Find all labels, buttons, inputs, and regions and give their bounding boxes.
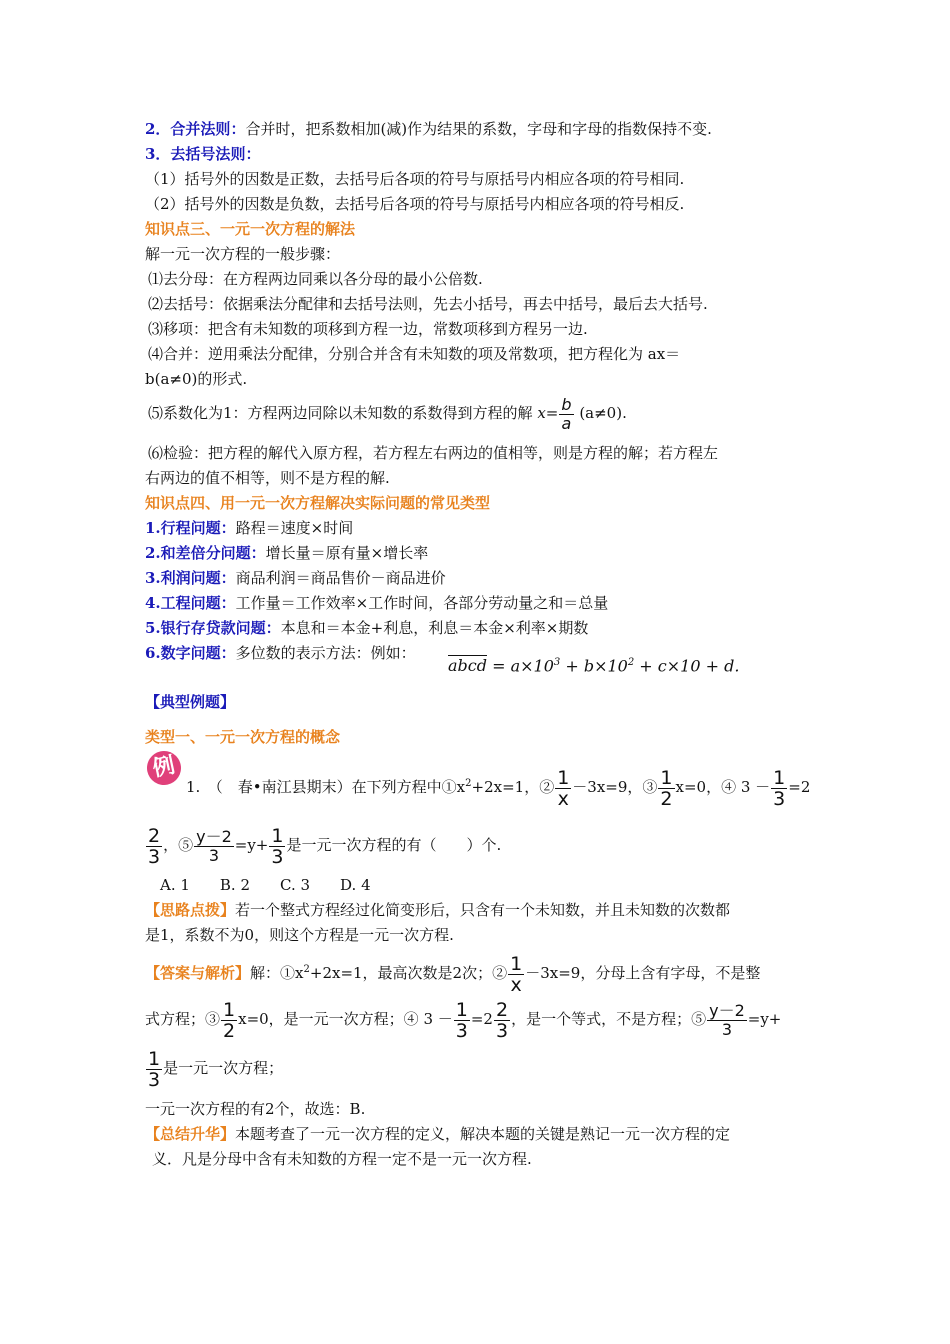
kp4-item-text: 工作量＝工作效率×工作时间，各部分劳动量之和＝总量	[235, 594, 609, 612]
a-text: +2x=1，最高次数是2次；②	[309, 964, 508, 982]
kp3-step-5-text: ⑸系数化为1：方程两边同除以未知数的系数得到方程的解	[148, 404, 533, 422]
answer-line-4: 一元一次方程的有2个，故选：B.	[145, 1100, 366, 1118]
q-fraction	[555, 768, 571, 809]
answer-line-1	[145, 950, 760, 995]
kp3-intro: 解一元一次方程的一般步骤：	[145, 245, 341, 263]
fraction-denominator: a	[561, 413, 572, 433]
q-fraction	[771, 768, 787, 809]
a-fraction	[221, 1000, 237, 1041]
fraction-numerator: 2	[148, 824, 161, 847]
a-text: ，是一个等式，不是方程；⑤	[511, 1010, 707, 1028]
kp4-item-text: 路程＝速度×时间	[235, 519, 354, 537]
q-text: 1. （ 春•南江县期末）在下列方程中①	[186, 778, 457, 796]
kp4-item-4	[145, 592, 608, 614]
q-fraction	[146, 826, 162, 867]
summary-line-2: 义．凡是分母中含有未知数的方程一定不是一元一次方程.	[152, 1150, 532, 1168]
fraction-denominator: 3	[721, 1019, 733, 1039]
fraction-denominator: 3	[208, 845, 220, 865]
kp3-step-4b: b(a≠0)的形式.	[145, 370, 248, 388]
fraction-numerator: 1	[773, 766, 786, 789]
fraction-denominator: 3	[271, 845, 284, 868]
a-text: －3x=9，分母上含有字母，不是整	[525, 964, 761, 982]
a-text: =y+	[747, 1010, 782, 1028]
summary-text: 本题考查了一元一次方程的定义，解决本题的关键是熟记一元一次方程的定	[235, 1125, 731, 1143]
fraction-numerator: 1	[557, 766, 570, 789]
kp4-title: 知识点四、用一元一次方程解决实际问题的常见类型	[145, 494, 491, 512]
q-fraction	[269, 826, 285, 867]
kp4-item-label: 1.行程问题：	[145, 519, 236, 537]
fraction-numerator: y－2	[709, 1000, 745, 1020]
q-text: ，⑤	[163, 836, 194, 854]
q-text: －3x=9，③	[572, 778, 658, 796]
hint-line-2: 是1，系数不为0，则这个方程是一元一次方程.	[145, 926, 454, 944]
a-fraction	[454, 1000, 470, 1041]
kp3-step-1: ⑴去分母：在方程两边同乘以各分母的最小公倍数.	[148, 270, 483, 288]
fraction-numerator: b	[561, 394, 572, 414]
kp3-step-6b: 右两边的值不相等，则不是方程的解.	[145, 469, 390, 487]
q-text: 是一元一次方程的有（ ）个.	[286, 836, 502, 854]
hint-text: 若一个整式方程经过化简变形后，只含有一个未知数，并且未知数的次数都	[235, 901, 731, 919]
fraction-numerator: 1	[510, 952, 523, 975]
kp3-step-5-x: x	[537, 404, 546, 422]
q-text: x=0，④ 3 －	[675, 778, 771, 796]
formula-abcd: abcd	[448, 656, 487, 676]
hint-label: 【思路点拨】	[145, 901, 236, 919]
kp3-step-5-fraction	[559, 396, 573, 433]
fraction-numerator: 1	[148, 1047, 161, 1070]
fraction-denominator: 2	[223, 1019, 236, 1042]
answer-line-2	[145, 999, 781, 1041]
rule-merge-label: 2．合并法则：	[145, 120, 246, 138]
kp3-title: 知识点三、一元一次方程的解法	[145, 220, 356, 238]
fraction-numerator: 1	[223, 998, 236, 1021]
question-options: A. 1 B. 2 C. 3 D. 4	[160, 876, 371, 894]
q-fraction	[658, 768, 674, 809]
kp4-item-text: 多位数的表示方法：例如：	[235, 644, 416, 662]
fraction-denominator: x	[557, 787, 569, 810]
kp4-item-6	[145, 642, 416, 664]
fraction-denominator: 3	[148, 845, 161, 868]
summary-label: 【总结升华】	[145, 1125, 236, 1143]
a-text: =2	[470, 1010, 493, 1028]
digit-formula	[448, 652, 739, 677]
fraction-denominator: 3	[148, 1068, 161, 1091]
fraction-numerator: 1	[271, 824, 284, 847]
a-fraction	[146, 1049, 162, 1090]
a-fraction	[707, 1002, 747, 1039]
fraction-numerator: 1	[455, 998, 468, 1021]
formula-exp-3: 3	[553, 657, 561, 668]
kp3-step-2: ⑵去括号：依据乘法分配律和去括号法则，先去小括号，再去中括号，最后去大括号.	[148, 295, 708, 313]
kp4-item-text: 本息和＝本金+利息，利息＝本金×利率×期数	[280, 619, 589, 637]
fraction-numerator: y－2	[196, 826, 232, 846]
question-line-1	[186, 764, 810, 809]
answer-label: 【答案与解析】	[145, 964, 251, 982]
formula-dot: .	[734, 656, 740, 676]
kp4-item-label: 6.数字问题：	[145, 644, 236, 662]
rule-merge-text: 合并时，把系数相加(减)作为结果的系数，字母和字母的指数保持不变.	[245, 120, 712, 138]
q-sup: 2	[465, 778, 472, 789]
example-badge-icon: 例	[144, 748, 184, 788]
rule-bracket-label: 3．去括号法则：	[145, 145, 261, 163]
formula-rhs-1: = a×10	[486, 656, 554, 676]
rule-bracket-item-2: （2）括号外的因数是负数，去括号后各项的符号与原括号内相应各项的符号相反.	[145, 195, 685, 213]
hint-line-1	[145, 899, 730, 921]
kp4-item-3	[145, 567, 446, 589]
a-text: 解：①	[250, 964, 296, 982]
examples-header: 【典型例题】	[145, 693, 236, 711]
kp4-item-text: 商品利润＝商品售价－商品进价	[235, 569, 446, 587]
q-text: +2x=1，②	[471, 778, 555, 796]
fraction-denominator: 3	[455, 1019, 468, 1042]
fraction-numerator: 1	[660, 766, 673, 789]
formula-rhs-3: + c×10 + d	[634, 656, 735, 676]
type1-title: 类型一、一元一次方程的概念	[145, 728, 341, 746]
fraction-denominator: 2	[660, 787, 673, 810]
rule-merge	[145, 118, 712, 140]
answer-line-3	[145, 1048, 283, 1090]
kp4-item-text: 增长量＝原有量×增长率	[265, 544, 429, 562]
kp3-step-6a: ⑹检验：把方程的解代入原方程，若方程左右两边的值相等，则是方程的解；若方程左	[148, 444, 719, 462]
formula-exp-2: 2	[627, 657, 635, 668]
fraction-denominator: x	[510, 973, 522, 996]
kp3-step-5	[148, 392, 627, 434]
kp4-item-5	[145, 617, 588, 639]
kp4-item-label: 5.银行存贷款问题：	[145, 619, 281, 637]
a-fraction	[494, 1000, 510, 1041]
question-line-2	[145, 825, 501, 867]
fraction-denominator: 3	[773, 787, 786, 810]
kp3-step-5-eq: =	[545, 404, 559, 422]
q-text: =2	[788, 778, 811, 796]
q-var: x	[456, 778, 466, 796]
summary-line-1	[145, 1123, 730, 1145]
a-text: 是一元一次方程；	[163, 1059, 284, 1077]
kp4-item-label: 4.工程问题：	[145, 594, 236, 612]
kp4-item-1	[145, 517, 353, 539]
formula-rhs-2: + b×10	[560, 656, 628, 676]
fraction-numerator: 2	[495, 998, 509, 1021]
a-sup: 2	[303, 964, 310, 975]
kp3-step-4a: ⑷合并：逆用乘法分配律，分别合并含有未知数的项及常数项，把方程化为 ax＝	[148, 345, 681, 363]
q-fraction	[194, 828, 234, 865]
a-fraction	[508, 954, 524, 995]
a-text: x=0，是一元一次方程；④ 3 －	[238, 1010, 453, 1028]
a-text: 式方程；③	[145, 1010, 221, 1028]
kp4-item-2	[145, 542, 428, 564]
fraction-denominator: 3	[495, 1019, 509, 1042]
kp3-step-5-cond: (a≠0).	[579, 404, 627, 422]
q-text: =y+	[234, 836, 269, 854]
kp4-item-label: 3.利润问题：	[145, 569, 236, 587]
kp4-item-label: 2.和差倍分问题：	[145, 544, 266, 562]
rule-bracket-item-1: （1）括号外的因数是正数，去括号后各项的符号与原括号内相应各项的符号相同.	[145, 170, 685, 188]
kp3-step-3: ⑶移项：把含有未知数的项移到方程一边，常数项移到方程另一边.	[148, 320, 588, 338]
a-var: x	[295, 964, 304, 982]
